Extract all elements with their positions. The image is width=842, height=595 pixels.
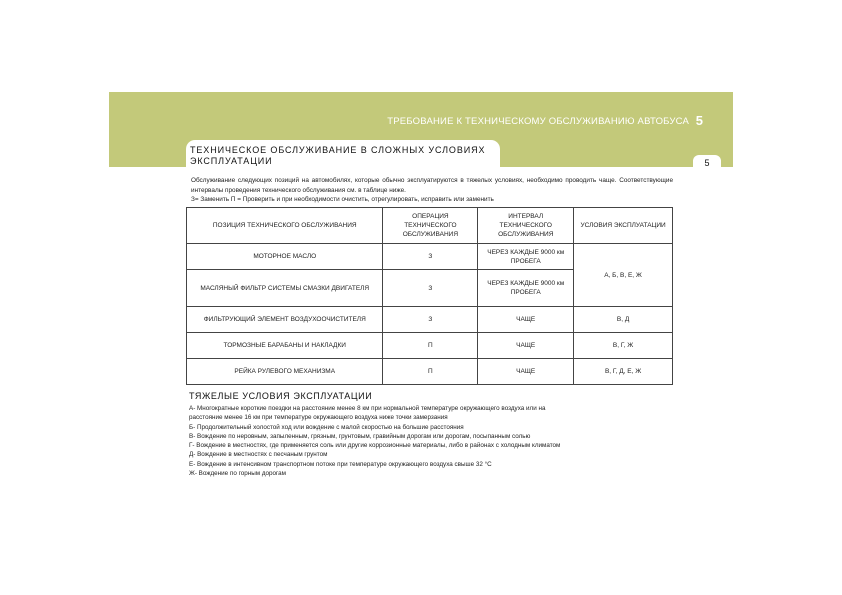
cell-interval: ЧЕРЕЗ КАЖДЫЕ 9000 км ПРОБЕГА	[478, 244, 574, 270]
cell-position: ТОРМОЗНЫЕ БАРАБАНЫ И НАКЛАДКИ	[187, 333, 383, 359]
condition-item: В- Вождение по неровным, запыленным, грязным, грунтовым, гравийным дорогам или дорогам, посыпанным солью	[189, 432, 531, 440]
condition-item: расстояние менее 16 км при температуре окружающего воздуха ниже точки замерзания	[189, 414, 448, 422]
condition-item: А- Многократные короткие поездки на расстояние менее 8 км при нормальной температуре окружающего воздуха или на	[189, 405, 546, 412]
header-conditions: УСЛОВИЯ ЭКСПЛУАТАЦИИ	[574, 208, 673, 244]
severe-conditions-title: ТЯЖЕЛЫЕ УСЛОВИЯ ЭКСПЛУАТАЦИИ	[189, 391, 373, 401]
condition-item: Г- Вождение в местностях, где применяется соль или другие коррозионные материалы, либо в районах с холодным климатом	[189, 442, 561, 450]
header-interval: ИНТЕРВАЛ ТЕХНИЧЕСКОГО ОБСЛУЖИВАНИЯ	[478, 208, 574, 244]
condition-item: Д- Вождение в местностях с песчаным грунтом	[189, 451, 328, 459]
cell-position: РЕЙКА РУЛЕВОГО МЕХАНИЗМА	[187, 359, 383, 385]
side-tab-number: 5	[704, 158, 710, 168]
cell-interval: ЧАЩЕ	[478, 333, 574, 359]
cell-conditions: В, Д	[574, 307, 673, 333]
condition-item: Е- Вождение в интенсивном транспортном потоке при температуре окружающего воздуха свыше 32 °C	[189, 460, 492, 468]
table-header-row	[187, 208, 673, 244]
intro-text	[191, 176, 673, 205]
cell-conditions: В, Г, Ж	[574, 333, 673, 359]
cell-operation: П	[383, 359, 478, 385]
table-row	[187, 359, 673, 385]
section-title-line-1: ТЕХНИЧЕСКОЕ ОБСЛУЖИВАНИЕ В СЛОЖНЫХ УСЛОВИЯХ	[190, 145, 486, 155]
chapter-number: 5	[695, 113, 703, 128]
cell-position: МОТОРНОЕ МАСЛО	[187, 244, 383, 270]
table-row	[187, 333, 673, 359]
table-row	[187, 307, 673, 333]
cell-conditions-merged: А, Б, В, Е, Ж	[574, 244, 673, 307]
cell-interval: ЧАЩЕ	[478, 359, 574, 385]
intro-paragraph: Обслуживание следующих позиций на автомобилях, которые обычно эксплуатируются в тяжелых условиях, необходимо проводить чаще. Соответствующие интервалы проведения технического обслуживания см. в таблице ниже.	[191, 177, 673, 194]
header-position: ПОЗИЦИЯ ТЕХНИЧЕСКОГО ОБСЛУЖИВАНИЯ	[187, 208, 383, 244]
intro-legend: З= Заменить П = Проверить и при необходимости очистить, отрегулировать, исправить или заменить	[191, 196, 494, 203]
cell-operation: З	[383, 244, 478, 270]
cell-interval: ЧАЩЕ	[478, 307, 574, 333]
maintenance-table	[186, 207, 673, 385]
page-side-tab	[693, 155, 721, 170]
section-title-tab	[186, 140, 500, 170]
cell-position: ФИЛЬТРУЮЩИЙ ЭЛЕМЕНТ ВОЗДУХООЧИСТИТЕЛЯ	[187, 307, 383, 333]
section-title-line-2: ЭКСПЛУАТАЦИИ	[190, 156, 273, 166]
cell-operation: З	[383, 307, 478, 333]
cell-conditions: В, Г, Д, Е, Ж	[574, 359, 673, 385]
cell-operation: З	[383, 270, 478, 307]
section-title	[190, 145, 485, 167]
table-row	[187, 244, 673, 270]
cell-position: МАСЛЯНЫЙ ФИЛЬТР СИСТЕМЫ СМАЗКИ ДВИГАТЕЛЯ	[187, 270, 383, 307]
severe-conditions-list	[189, 404, 679, 478]
condition-item: Б- Продолжительный холостой ход или вождение с малой скоростью на большие расстояния	[189, 423, 464, 431]
header-operation: ОПЕРАЦИЯ ТЕХНИЧЕСКОГО ОБСЛУЖИВАНИЯ	[383, 208, 478, 244]
cell-interval: ЧЕРЕЗ КАЖДЫЕ 9000 км ПРОБЕГА	[478, 270, 574, 307]
chapter-title: ТРЕБОВАНИЕ К ТЕХНИЧЕСКОМУ ОБСЛУЖИВАНИЮ АВТОБУСА	[387, 116, 689, 127]
cell-operation: П	[383, 333, 478, 359]
condition-item: Ж- Вождение по горным дорогам	[189, 470, 287, 478]
